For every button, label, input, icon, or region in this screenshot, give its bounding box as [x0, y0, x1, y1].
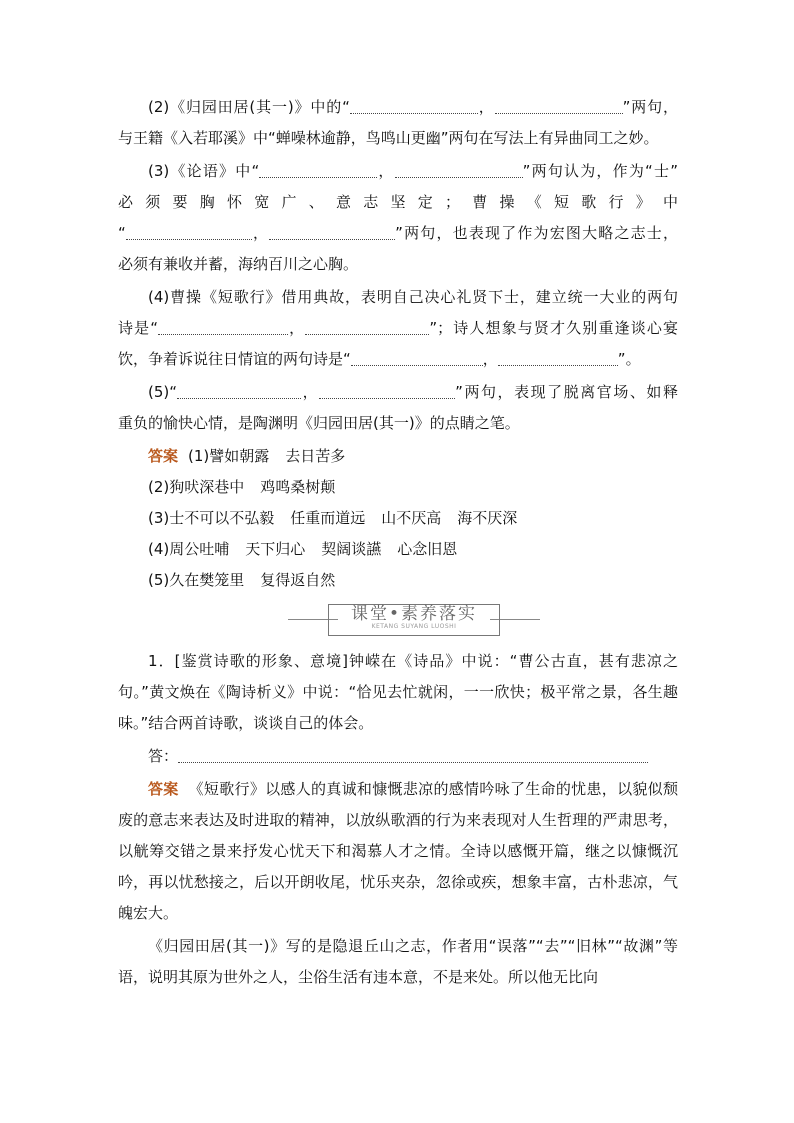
fill-blank[interactable]: [498, 349, 618, 366]
fill-blank[interactable]: [158, 318, 288, 335]
q3-text-l3c: ”两句，也表现了作为宏图大略之志士，: [395, 224, 678, 242]
answer-text: 鸡鸣桑树颠: [260, 478, 336, 496]
answer-text: 去日苦多: [285, 447, 346, 465]
fill-blank[interactable]: [395, 161, 523, 178]
answer-paragraph: 《短歌行》以感人的真诚和慷慨悲凉的感情吟咏了生命的忧患，以貌似颓废的意志来表达及时进取的精神，以放纵歌酒的行为来表现对人生哲理的严肃思考，以觥筹交错之景来抒发心忧天下和渴慕人才之情。全诗以感慨开篇，继之以慷慨沉吟，再以忧愁接之，后以开朗收尾，忧乐夹杂，忽徐或疾，想象丰富，古朴悲凉，气魄宏大。: [118, 780, 678, 922]
answer-2: [118, 472, 678, 503]
q4-comma: ，: [288, 319, 306, 337]
question-3: [118, 156, 678, 187]
answer-text: 山不厌高: [381, 509, 442, 527]
q4-text-l3c: ”。: [617, 350, 641, 368]
question-2: [118, 92, 678, 123]
question-4-line2: [118, 313, 678, 344]
q3-comma-2: ，: [251, 224, 270, 242]
q3-quote: “: [118, 224, 126, 242]
answer-4: [118, 534, 678, 565]
q3-text-a: (3)《论语》中“: [148, 162, 260, 180]
q5-text-a: (5)“: [148, 383, 178, 401]
answer-prompt-label: 答：: [148, 747, 179, 765]
fill-blank[interactable]: [351, 349, 483, 366]
answer-text: 复得返自然: [260, 571, 336, 589]
question-4: (4)曹操《短歌行》借用典故，表明自己决心礼贤下士，建立统一大业的两句: [148, 288, 678, 306]
q2-comma: ，: [477, 98, 495, 116]
question-4-line3: [118, 344, 678, 375]
q5-text-c: ”两句，表现了脱离官场、如释: [455, 383, 678, 401]
question-3-line4: 必须有兼收并蓄，海纳百川之心胸。: [118, 255, 359, 273]
fill-blank[interactable]: [319, 382, 455, 399]
answer-5: [118, 565, 678, 596]
answer-text: 任重而道远: [290, 509, 366, 527]
banner-title: 课堂•素养落实: [350, 604, 478, 624]
answer-1: [118, 441, 678, 472]
answer-text: (5)久在樊笼里: [148, 571, 245, 589]
banner-box: [288, 604, 540, 634]
answer-text: (3)士不可以不弘毅: [148, 509, 275, 527]
exercise-answer-2: 《归园田居(其一)》写的是隐退丘山之志，作者用“误落”“去”“旧林”“故渊”等语，说明其原为世外之人，尘俗生活有违本意，不是来处。所以他无比向: [118, 937, 678, 986]
document-page: [118, 92, 678, 993]
answer-text: (4)周公吐哺: [148, 540, 230, 558]
answer-label: 答案: [148, 780, 179, 798]
q4-text-a: 诗是“: [118, 319, 159, 337]
answer-3: [118, 503, 678, 534]
answer-text: 海不厌深: [457, 509, 518, 527]
answer-text: 契阔谈讌: [321, 540, 382, 558]
fill-blank[interactable]: [350, 97, 478, 114]
q4-text-l3a: 饮，争着诉说往日情谊的两句诗是“: [118, 350, 351, 368]
q2-text-c: ”两句，: [622, 98, 678, 116]
q3-comma: ，: [377, 162, 395, 180]
fill-blank[interactable]: [495, 97, 623, 114]
answer-input-line[interactable]: [178, 746, 648, 763]
banner-subtitle: KETANG SUYANG LUOSHI: [371, 623, 457, 630]
q2-text-a: (2)《归园田居(其一)》中的“: [148, 98, 350, 116]
answer-label: 答案: [148, 447, 179, 465]
question-2-rest: 与王籍《入若耶溪》中“蝉噪林逾静，鸟鸣山更幽”两句在写法上有异曲同工之妙。: [118, 129, 659, 147]
section-banner: [118, 600, 678, 640]
fill-blank[interactable]: [259, 161, 377, 178]
q5-comma: ，: [301, 383, 320, 401]
answer-text: (1)譬如朝露: [188, 447, 270, 465]
fill-blank[interactable]: [177, 382, 301, 399]
fill-blank[interactable]: [269, 223, 395, 240]
answer-prompt: [118, 741, 678, 772]
exercise-answer-1: [118, 774, 678, 929]
fill-blank[interactable]: [305, 318, 429, 335]
question-5: [118, 377, 678, 408]
question-3-line3: [118, 218, 678, 249]
answer-text: 心念旧恩: [397, 540, 458, 558]
exercise-question: 1．[鉴赏诗歌的形象、意境]钟嵘在《诗品》中说：“曹公古直，甚有悲凉之句。”黄文焕在《陶诗析义》中说：“恰见去忙就闲，一一欣快；极平常之景，各生趣味。”结合两首诗歌，谈谈自己的体会。: [118, 652, 678, 732]
question-3-line2: 必须要胸怀宽广、意志坚定；曹操《短歌行》中: [118, 193, 678, 211]
answer-text: (2)狗吠深巷中: [148, 478, 245, 496]
answer-text: 天下归心: [245, 540, 306, 558]
question-5-line2: 重负的愉快心情，是陶渊明《归园田居(其一)》的点睛之笔。: [118, 414, 520, 432]
fill-blank[interactable]: [126, 223, 252, 240]
q4-comma-2: ，: [482, 350, 498, 368]
q4-text-c: ”；诗人想象与贤才久别重逢谈心宴: [429, 319, 678, 337]
q3-text-c: ”两句认为，作为“士”: [522, 162, 678, 180]
